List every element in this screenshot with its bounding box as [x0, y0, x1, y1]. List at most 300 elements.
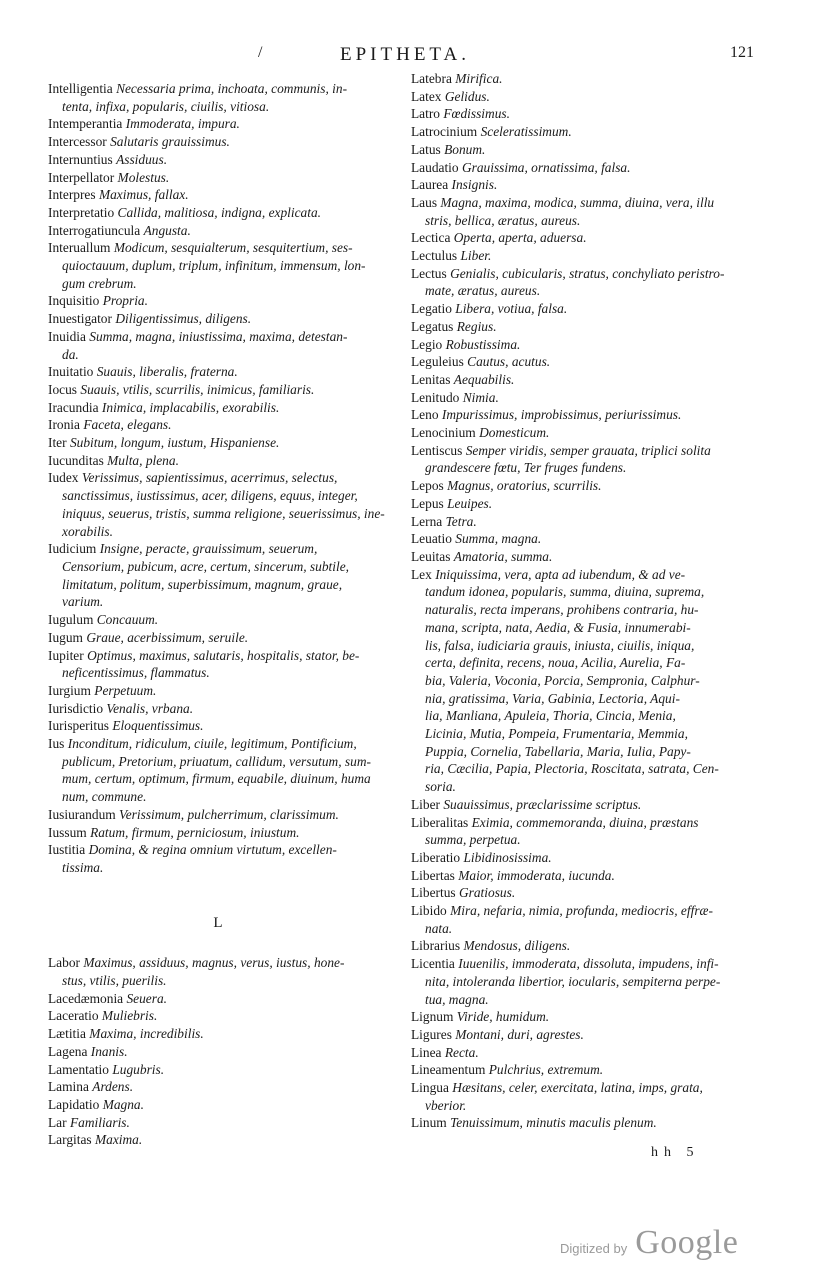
entry-epithets	[479, 425, 549, 440]
epithet-line: quioctauum, duplum, triplum, infinitum, immensum, lon-	[62, 258, 366, 274]
epithet-line: tua, magna.	[425, 991, 489, 1007]
entry-headword: Laudatio	[411, 159, 459, 175]
entry-headword: Iurisdictio	[48, 700, 104, 716]
epithet-line: Maximus, assiduus, magnus, verus, iustus, hone-	[83, 955, 345, 971]
google-logo: Google	[635, 1224, 739, 1261]
left-entries-l-list	[48, 954, 398, 1149]
entry-headword: Iocus	[48, 381, 78, 397]
epithet-line: Venalis, vrbana.	[106, 700, 194, 716]
dictionary-entry	[411, 123, 779, 141]
epithet-line: Operta, aperta, aduersa.	[453, 230, 587, 246]
entry-epithets	[447, 496, 492, 511]
right-column	[411, 70, 779, 1132]
dictionary-entry	[48, 416, 398, 434]
entry-epithets	[112, 1062, 164, 1077]
dictionary-entry	[48, 990, 398, 1008]
dictionary-entry	[48, 186, 398, 204]
epithet-line: bia, Valeria, Voconia, Porcia, Sempronia, Calphur-	[425, 672, 700, 688]
entry-headword: Lætitia	[48, 1026, 86, 1042]
entry-headword: Leuatio	[411, 531, 452, 547]
epithet-line: Molestus.	[117, 169, 170, 185]
epithet-line: Angusta.	[143, 222, 191, 238]
dictionary-entry	[411, 513, 779, 531]
entry-epithets	[445, 1045, 479, 1060]
entry-headword: Lagena	[48, 1043, 88, 1059]
watermark-prefix: Digitized by	[560, 1241, 628, 1256]
entry-headword: Laceratio	[48, 1008, 99, 1024]
signature-mark: hh 5	[651, 1145, 700, 1160]
dictionary-entry	[48, 717, 398, 735]
epithet-line: Inanis.	[90, 1043, 128, 1059]
dictionary-entry	[411, 849, 779, 867]
epithet-line: Maior, immoderata, iucunda.	[458, 867, 615, 883]
epithet-line: Robustissima.	[445, 336, 521, 352]
dictionary-entry	[411, 1008, 779, 1026]
entry-epithets	[455, 71, 502, 86]
entry-epithets	[454, 230, 587, 245]
dictionary-entry	[411, 902, 779, 937]
dictionary-entry	[411, 1061, 779, 1079]
entry-epithets	[62, 470, 385, 538]
dictionary-entry	[411, 566, 779, 796]
epithet-line: Iniquissima, vera, apta ad iubendum, & ad ve-	[435, 566, 686, 582]
dictionary-entry	[411, 105, 779, 123]
entry-headword: Iupiter	[48, 647, 84, 663]
epithet-line: naturalis, recta imperans, prohibens contraria, hu-	[425, 602, 699, 618]
epithet-line: Iuuenilis, immoderata, dissoluta, impudens, infi-	[458, 956, 719, 972]
epithet-line: Gelidus.	[444, 88, 490, 104]
epithet-line: Lugubris.	[112, 1061, 165, 1077]
entry-epithets	[425, 1080, 703, 1113]
entry-epithets	[454, 372, 515, 387]
dictionary-entry	[48, 169, 398, 187]
epithet-line: soria.	[425, 779, 456, 795]
dictionary-entry	[48, 452, 398, 470]
dictionary-entry	[411, 442, 779, 477]
epithet-line: Pulchrius, extremum.	[488, 1062, 604, 1078]
entry-epithets	[62, 955, 344, 988]
entry-headword: Interuallum	[48, 240, 111, 256]
epithet-line: Magna, maxima, modica, summa, diuina, vera, illu	[440, 194, 715, 210]
entry-epithets	[62, 648, 359, 681]
entry-epithets	[481, 124, 572, 139]
entry-headword: Internuntius	[48, 151, 113, 167]
entry-headword: Intemperantia	[48, 116, 123, 132]
entry-headword: Libertus	[411, 885, 456, 901]
dictionary-entry	[48, 328, 398, 363]
entry-headword: Inuidia	[48, 328, 86, 344]
entry-epithets	[425, 195, 714, 228]
entry-headword: Iurisperitus	[48, 718, 109, 734]
epithet-line: Concauum.	[96, 612, 159, 628]
entry-headword: Interrogatiuncula	[48, 222, 141, 238]
entry-epithets	[86, 630, 248, 645]
entry-epithets	[444, 142, 485, 157]
entry-epithets	[62, 842, 337, 875]
epithet-line: nia, gratissima, Varia, Gabinia, Lectoria, Aqui-	[425, 690, 680, 706]
epithet-line: Liber.	[460, 248, 492, 264]
dictionary-entry	[411, 247, 779, 265]
dictionary-entry	[411, 389, 779, 407]
page-title: EPITHETA.	[340, 44, 470, 65]
entry-epithets	[425, 903, 713, 936]
epithet-line: Grauissima, ornatissima, falsa.	[461, 159, 631, 175]
dictionary-entry	[411, 1114, 779, 1132]
epithet-line: nita, intoleranda libertior, iocularis, sempiterna perpe-	[425, 973, 721, 989]
epithet-line: Libidinosissima.	[463, 849, 552, 865]
entry-headword: Lenocinium	[411, 425, 476, 441]
epithet-line: limitatum, politum, superbissimum, magnum, graue,	[62, 576, 343, 592]
epithet-line: xorabilis.	[62, 523, 113, 539]
entry-headword: Leguleius	[411, 354, 464, 370]
epithet-line: Licinia, Mutia, Pompeia, Frumentaria, Memmia,	[425, 726, 688, 742]
entry-headword: Interpres	[48, 187, 96, 203]
entry-epithets	[89, 1026, 203, 1041]
dictionary-entry	[48, 629, 398, 647]
entry-epithets	[442, 407, 681, 422]
epithet-line: Faceta, elegans.	[83, 417, 172, 433]
entry-headword: Lex	[411, 566, 432, 582]
entry-headword: Lectica	[411, 230, 451, 246]
epithet-line: Modicum, sesquialterum, sesquitertium, ses-	[113, 240, 353, 256]
epithet-line: lia, Manliana, Apuleia, Thoria, Cincia, Menia,	[425, 708, 676, 724]
dictionary-entry	[411, 1079, 779, 1114]
epithet-line: Tenuissimum, minutis maculis plenum.	[450, 1115, 657, 1131]
entry-headword: Iugum	[48, 629, 83, 645]
dictionary-entry	[48, 399, 398, 417]
epithet-line: vberior.	[425, 1097, 467, 1113]
entry-headword: Latrocinium	[411, 124, 478, 140]
entry-epithets	[425, 266, 724, 299]
epithet-line: Sceleratissimum.	[480, 124, 572, 140]
entry-epithets	[463, 850, 551, 865]
epithet-line: Optimus, maximus, salutaris, hospitalis, stator, be-	[87, 647, 360, 663]
entry-headword: Iurgium	[48, 682, 91, 698]
entry-headword: Lentiscus	[411, 442, 463, 458]
entry-headword: Latex	[411, 88, 442, 104]
epithet-line: mum, certum, optimum, firmum, equabile, diuinum, huma	[62, 771, 371, 787]
epithet-line: gum crebrum.	[62, 275, 137, 291]
epithet-line: Impurissimus, improbissimus, periurissimus.	[441, 407, 682, 423]
dictionary-entry	[48, 1096, 398, 1114]
entry-epithets	[99, 187, 189, 202]
entry-epithets	[445, 89, 490, 104]
dictionary-entry	[48, 954, 398, 989]
dictionary-entry	[411, 318, 779, 336]
dictionary-entry	[48, 841, 398, 876]
entry-headword: Labor	[48, 955, 80, 971]
dictionary-entry	[411, 424, 779, 442]
entry-headword: Latro	[411, 106, 440, 122]
epithet-line: Eximia, commemoranda, diuina, præstans	[471, 814, 699, 830]
dictionary-entry	[411, 371, 779, 389]
entry-epithets	[62, 541, 349, 609]
entry-headword: Lepus	[411, 495, 444, 511]
section-letter: L	[213, 914, 223, 931]
epithet-line: ria, Cæcilia, Papia, Plectoria, Roscitata, satrata, Cen-	[425, 761, 719, 777]
entry-headword: Librarius	[411, 938, 461, 954]
entry-headword: Libertas	[411, 867, 455, 883]
entry-headword: Intercessor	[48, 134, 107, 150]
dictionary-entry	[48, 611, 398, 629]
entry-epithets	[458, 868, 615, 883]
entry-epithets	[460, 248, 491, 263]
epithet-line: iniquus, seuerus, tristis, summa religione, seuerissimus, ine-	[62, 505, 385, 521]
entry-epithets	[455, 301, 567, 316]
entry-epithets	[452, 177, 498, 192]
dictionary-entry	[48, 647, 398, 682]
entry-epithets	[126, 116, 240, 131]
entry-epithets	[463, 390, 499, 405]
entry-epithets	[463, 938, 570, 953]
epithet-line: Bonum.	[444, 141, 486, 157]
epithet-line: Magnus, oratorius, scurrilis.	[447, 478, 602, 494]
entry-headword: Lectus	[411, 265, 447, 281]
entry-headword: Lenitas	[411, 371, 451, 387]
epithet-line: Regius.	[456, 318, 497, 334]
page-number: 121	[730, 44, 754, 61]
entry-epithets	[126, 991, 167, 1006]
entry-headword: Iter	[48, 435, 67, 451]
epithet-line: Tetra.	[445, 513, 477, 529]
epithet-line: Summa, magna.	[455, 531, 542, 547]
entry-epithets	[446, 514, 477, 529]
dictionary-entry	[48, 700, 398, 718]
epithet-line: Muliebris.	[101, 1008, 158, 1024]
dictionary-entry	[411, 955, 779, 1008]
entry-epithets	[91, 1044, 128, 1059]
epithet-line: varium.	[62, 594, 104, 610]
digitized-watermark	[560, 1224, 738, 1262]
entry-epithets	[443, 106, 510, 121]
epithet-line: Magna.	[102, 1096, 144, 1112]
dictionary-entry	[48, 735, 398, 806]
dictionary-entry	[411, 867, 779, 885]
dictionary-entry	[411, 141, 779, 159]
entry-headword: Liberatio	[411, 849, 461, 865]
epithet-line: Graue, acerbissimum, seruile.	[86, 629, 249, 645]
epithet-line: Semper viridis, semper grauata, triplici solita	[465, 442, 711, 458]
entry-epithets	[459, 885, 515, 900]
epithet-line: sanctissimus, iustissimus, acer, diligens, equus, integer,	[62, 488, 358, 504]
dictionary-entry	[48, 824, 398, 842]
dictionary-entry	[411, 937, 779, 955]
entry-epithets	[455, 1027, 584, 1042]
epithet-line: Genialis, cubicularis, stratus, conchyliato peristro-	[450, 265, 725, 281]
epithet-line: Maxima, incredibilis.	[89, 1026, 204, 1042]
entry-epithets	[443, 797, 641, 812]
dictionary-entry	[48, 310, 398, 328]
epithet-line: Domesticum.	[479, 425, 550, 441]
entry-epithets	[110, 134, 230, 149]
epithet-line: Assiduus.	[116, 151, 168, 167]
epithet-line: Nimia.	[462, 389, 499, 405]
entry-epithets	[103, 1097, 144, 1112]
epithet-line: Mendosus, diligens.	[463, 938, 571, 954]
epithet-line: Censorium, pubicum, acre, certum, sincerum, subtile,	[62, 558, 349, 574]
epithet-line: nata.	[425, 920, 453, 936]
epithet-line: stus, vtilis, puerilis.	[62, 973, 167, 989]
entry-headword: Legio	[411, 336, 443, 352]
entry-headword: Lamentatio	[48, 1061, 109, 1077]
epithet-line: Montani, duri, agrestes.	[455, 1026, 584, 1042]
entry-headword: Latebra	[411, 71, 452, 86]
epithet-line: Libera, votiua, falsa.	[455, 301, 568, 317]
entry-headword: Ligures	[411, 1026, 452, 1042]
dictionary-entry	[48, 1007, 398, 1025]
left-entries-list	[48, 80, 398, 877]
dictionary-entry	[48, 1114, 398, 1132]
entry-epithets	[106, 701, 193, 716]
entry-epithets	[447, 478, 601, 493]
epithet-line: Puppia, Cornelia, Tabellaria, Maria, Iulia, Papy-	[425, 743, 691, 759]
dictionary-entry	[48, 151, 398, 169]
entry-headword: Lectulus	[411, 248, 458, 264]
entry-epithets	[70, 1115, 130, 1130]
epithet-line: Inimica, implacabilis, exorabilis.	[101, 399, 280, 415]
epithet-line: lis, falsa, iudiciaria grauis, iniusta, ciuilis, iniqua,	[425, 637, 695, 653]
entry-headword: Ius	[48, 736, 65, 752]
entry-epithets	[454, 549, 553, 564]
entry-headword: Linea	[411, 1044, 442, 1060]
epithet-line: certa, definita, recens, noua, Acilia, Aurelia, Fa-	[425, 655, 686, 671]
dictionary-entry	[411, 477, 779, 495]
epithet-line: Gratiosus.	[458, 885, 516, 901]
header-mark: /	[258, 44, 263, 61]
entry-headword: Licentia	[411, 956, 455, 972]
entry-headword: Leno	[411, 407, 439, 423]
entry-epithets	[92, 1079, 133, 1094]
dictionary-entry	[48, 1043, 398, 1061]
epithet-line: Inconditum, ridiculum, ciuile, legitimum, Pontificium,	[67, 736, 357, 752]
epithet-line: Necessaria prima, inchoata, communis, in-	[116, 81, 348, 96]
dictionary-entry	[411, 353, 779, 371]
entry-epithets	[97, 612, 158, 627]
entry-headword: Interpellator	[48, 169, 115, 185]
entry-headword: Legatio	[411, 301, 452, 317]
dictionary-entry	[411, 548, 779, 566]
entry-epithets	[97, 364, 238, 379]
dictionary-entry	[411, 796, 779, 814]
entry-epithets	[116, 152, 167, 167]
epithet-line: da.	[62, 346, 79, 362]
epithet-line: Suauis, vtilis, scurrilis, inimicus, familiaris.	[80, 381, 315, 397]
entry-headword: Lepos	[411, 478, 444, 494]
entry-epithets	[62, 329, 347, 362]
dictionary-entry	[48, 115, 398, 133]
dictionary-entry	[48, 469, 398, 540]
epithet-line: summa, perpetua.	[425, 832, 521, 848]
epithet-line: tissima.	[62, 859, 104, 875]
entry-epithets	[80, 382, 314, 397]
epithet-line: Familiaris.	[69, 1114, 130, 1130]
dictionary-entry	[411, 176, 779, 194]
entry-epithets	[70, 435, 279, 450]
entry-epithets	[450, 1115, 657, 1130]
epithet-line: Salutaris grauissimus.	[110, 134, 230, 150]
dictionary-entry	[411, 530, 779, 548]
epithet-line: Cautus, acutus.	[467, 354, 551, 370]
entry-headword: Lingua	[411, 1080, 449, 1096]
entry-epithets	[112, 718, 203, 733]
dictionary-entry	[411, 229, 779, 247]
dictionary-entry	[411, 265, 779, 300]
dictionary-entry	[48, 204, 398, 222]
epithet-line: Perpetuum.	[94, 682, 157, 698]
entry-epithets	[425, 567, 719, 794]
epithet-line: Suauis, liberalis, fraterna.	[96, 364, 238, 380]
entry-headword: Iustitia	[48, 842, 86, 858]
dictionary-entry	[48, 1131, 398, 1149]
entry-headword: Lar	[48, 1114, 67, 1130]
dictionary-entry	[48, 381, 398, 399]
entry-headword: Linum	[411, 1115, 447, 1131]
entry-epithets	[467, 354, 550, 369]
epithet-line: Maximus, fallax.	[98, 187, 189, 203]
epithet-line: Viride, humidum.	[456, 1009, 550, 1025]
epithet-line: neficentissimus, flammatus.	[62, 665, 210, 681]
entry-epithets	[94, 683, 156, 698]
entry-headword: Latus	[411, 141, 441, 157]
entry-headword: Inuitatio	[48, 364, 94, 380]
epithet-line: Domina, & regina omnium virtutum, excellen-	[88, 842, 337, 858]
epithet-line: grandescere fœtu, Ter fruges fundens.	[425, 460, 627, 476]
entry-headword: Lacedæmonia	[48, 990, 124, 1006]
entry-epithets	[95, 1132, 142, 1147]
entry-headword: Iudicium	[48, 541, 97, 557]
entry-epithets	[102, 400, 279, 415]
epithet-line: Leuipes.	[447, 495, 493, 511]
entry-epithets	[489, 1062, 603, 1077]
right-entries-list	[411, 70, 779, 1132]
dictionary-entry	[48, 133, 398, 151]
dictionary-entry	[411, 495, 779, 513]
entry-epithets	[457, 1009, 549, 1024]
left-column	[48, 80, 398, 1149]
dictionary-entry	[48, 1078, 398, 1096]
entry-epithets	[102, 1008, 157, 1023]
entry-epithets	[457, 319, 497, 334]
dictionary-entry	[48, 434, 398, 452]
epithet-line: Ratum, firmum, perniciosum, iniustum.	[90, 824, 300, 840]
entry-epithets	[118, 170, 170, 185]
dictionary-entry	[411, 1044, 779, 1062]
epithet-line: Callida, malitiosa, indigna, explicata.	[117, 204, 322, 220]
entry-headword: Largitas	[48, 1132, 92, 1148]
entry-epithets	[144, 223, 191, 238]
entry-epithets	[119, 807, 339, 822]
epithet-line: Mira, nefaria, nimia, profunda, mediocris, effræ-	[450, 903, 713, 919]
epithet-line: Mirifica.	[455, 71, 503, 86]
entry-epithets	[425, 956, 720, 1006]
entry-headword: Liber	[411, 796, 440, 812]
dictionary-entry	[411, 1026, 779, 1044]
epithet-line: Verissimum, pulcherrimum, clarissimum.	[119, 806, 339, 822]
entry-headword: Iugulum	[48, 612, 94, 628]
entry-epithets	[90, 825, 299, 840]
dictionary-entry	[411, 300, 779, 318]
epithet-line: Verissimus, sapientissimus, acerrimus, selectus,	[81, 470, 338, 486]
epithet-line: Propria.	[102, 293, 148, 309]
entry-headword: Iusiurandum	[48, 806, 116, 822]
entry-epithets	[83, 417, 171, 432]
dictionary-entry	[48, 1061, 398, 1079]
entry-headword: Laus	[411, 194, 438, 210]
entry-headword: Lamina	[48, 1079, 89, 1095]
dictionary-entry	[411, 406, 779, 424]
entry-headword: Liberalitas	[411, 814, 469, 830]
epithet-line: Maxima.	[95, 1132, 143, 1148]
